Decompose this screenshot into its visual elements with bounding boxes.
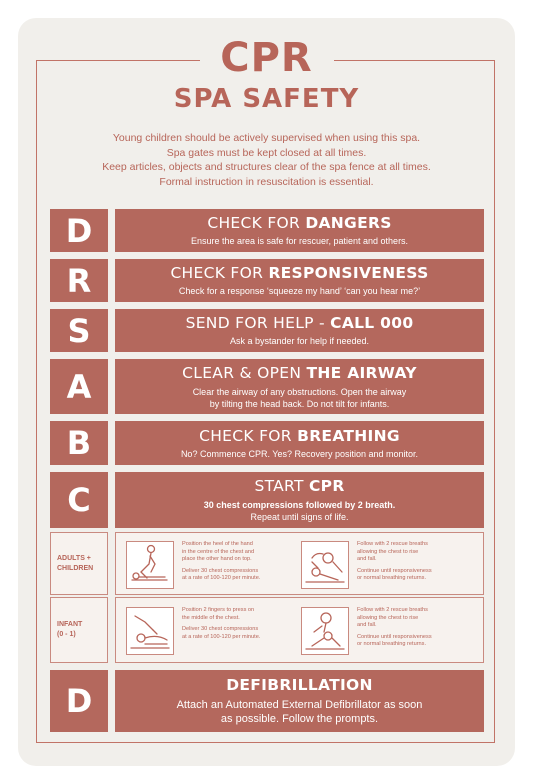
step-detail: 30 chest compressions followed by 2 breath. [203,500,396,510]
step-detail: Ensure the area is safe for rescuer, patient and others. [190,236,409,246]
instruction-line: at a rate of 100-120 per minute. [182,633,261,640]
instruction-line: at a rate of 100-120 per minute. [182,575,261,582]
instruction-line: in the centre of the chest and [182,548,255,555]
step-responsiveness [115,259,484,302]
heading-keyword: THE AIRWAY [306,363,417,382]
step-detail: Clear the airway of any obstructions. Open the airway [192,386,407,397]
step-heading [254,477,344,496]
adult-rescue-breath-icon [301,541,349,589]
instruction-line: Follow with 2 rescue breaths [357,607,428,613]
step-airway [115,359,484,414]
infant-label [50,597,108,663]
heading-keyword: DEFIBRILLATION [226,676,373,694]
heading-prefix: CHECK FOR [199,426,298,445]
adult-breath-text [357,541,475,587]
infant-chest-compression-icon [126,607,174,655]
heading-prefix: CHECK FOR [207,214,306,232]
step-breathing [115,421,484,465]
heading-prefix: SEND FOR HELP - [185,314,331,332]
step-detail: Check for a response ‘squeeze my hand’ ‘can you hear me?’ [178,286,421,296]
adult-breath-cell [301,541,471,601]
instruction-line: and fall. [357,556,377,563]
label-line: INFANT [57,621,83,628]
step-detail: by tilting the head back. Do not tilt for infants. [209,398,390,409]
intro-line: Formal instruction in resuscitation is essential. [159,175,374,188]
adult-compression-cell [126,541,296,601]
step-letter-c: C [50,472,108,528]
step-send-for-help [115,309,484,352]
infant-rescue-breath-icon [301,607,349,655]
step-letter-d: D [50,209,108,252]
step-detail: Attach an Automated External Defibrillator as soon [176,699,423,711]
heading-prefix: CHECK FOR [170,264,269,282]
infant-panel [115,597,484,663]
intro-text [60,131,473,189]
infant-breath-cell [301,607,471,667]
label-line: ADULTS + [57,554,91,562]
instruction-line: Deliver 30 chest compressions [182,626,259,633]
heading-keyword: DANGERS [305,214,392,232]
label-line: (0 - 1) [57,631,76,638]
instruction-line: and fall. [357,622,377,629]
step-detail: as possible. Follow the prompts. [220,713,379,725]
step-letter-b: B [50,421,108,465]
step-defibrillation [115,670,484,732]
instruction-line: or normal breathing returns. [357,641,427,648]
step-heading [186,314,414,333]
step-letter-s: S [50,309,108,352]
instruction-line: allowing the chest to rise [357,614,419,621]
instruction-line: Follow with 2 rescue breaths [357,541,428,547]
step-detail: Ask a bystander for help if needed. [229,336,370,346]
step-heading [182,364,417,383]
adult-chest-compression-icon [126,541,174,589]
page-title: CPR [220,35,313,81]
instruction-line: place the other hand on top. [182,556,252,563]
instruction-line: Continue until responsiveness [357,567,432,574]
intro-line: Spa gates must be kept closed at all times. [166,146,367,159]
heading-keyword: CPR [308,477,345,495]
instruction-line: the middle of the chest. [182,614,240,621]
step-heading [226,676,373,695]
step-cpr [115,472,484,528]
instruction-line: allowing the chest to rise [357,548,419,555]
step-heading [207,214,391,233]
heading-keyword: RESPONSIVENESS [268,264,429,282]
instruction-line: Deliver 30 chest compressions [182,567,259,574]
step-heading [170,264,428,283]
intro-line: Keep articles, objects and structures clear of the spa fence at all times. [102,161,431,173]
adults-children-panel [115,532,484,595]
label-line: CHILDREN [57,564,94,572]
infant-breath-text [357,607,475,653]
heading-prefix: CLEAR & OPEN [182,363,307,382]
step-detail: Repeat until signs of life. [250,512,349,522]
instruction-line: Position the heel of the hand [182,541,253,547]
step-dangers [115,209,484,252]
heading-prefix: START [254,477,309,495]
step-detail: No? Commence CPR. Yes? Recovery position and monitor. [180,448,419,459]
infant-compression-text [182,607,300,645]
step-heading [199,427,400,446]
instruction-line: or normal breathing returns. [357,575,427,582]
instruction-line: Position 2 fingers to press on [182,607,255,613]
adults-children-label [50,532,108,595]
step-letter-a: A [50,359,108,414]
infant-compression-cell [126,607,296,667]
heading-keyword: BREATHING [297,426,400,445]
intro-line: Young children should be actively supervised when using this spa. [112,132,421,144]
step-letter-d-defib: D [50,670,108,732]
page-subtitle: SPA SAFETY [173,84,360,114]
instruction-line: Continue until responsiveness [357,633,432,640]
adult-compression-text [182,541,300,587]
step-letter-r: R [50,259,108,302]
heading-keyword: CALL 000 [330,314,414,332]
